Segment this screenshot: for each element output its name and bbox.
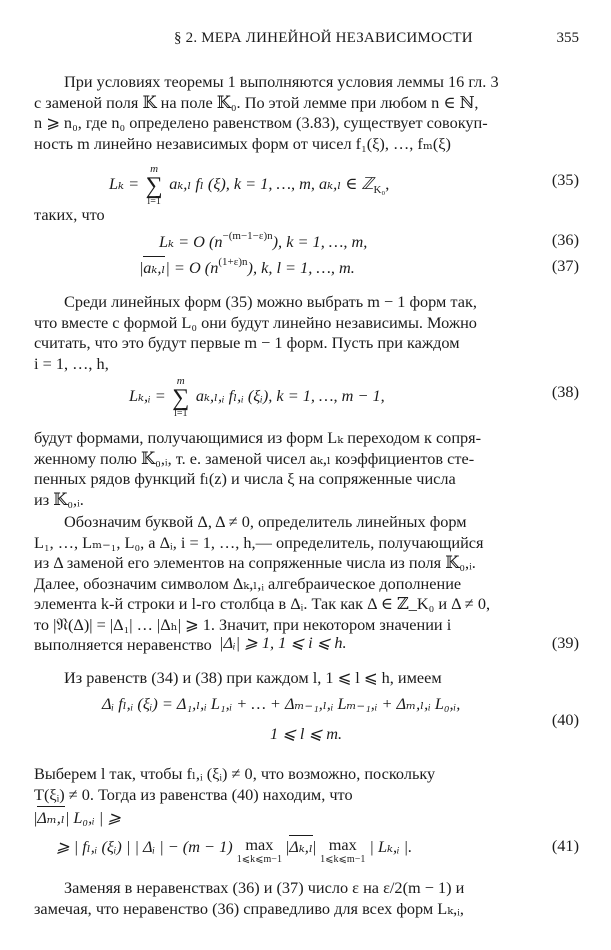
equation-number: (36) xyxy=(551,230,579,249)
text-line: Заменяя в неравенствах (36) и (37) число ε на ε/2(m − 1) и xyxy=(64,878,465,897)
section-title: § 2. МЕРА ЛИНЕЙНОЙ НЕЗАВИСИМОСТИ xyxy=(174,30,473,46)
equation-number: (41) xyxy=(551,836,579,855)
text-line: из Δ заменой его элементов на сопряженные числа из поля 𝕂₀,ᵢ. xyxy=(34,553,476,572)
sum-symbol: m ∑ l=1 xyxy=(145,163,163,207)
text-line: замечая, что неравенство (36) справедливо для всех форм Lₖ,ᵢ, xyxy=(34,898,464,918)
text-line: L₁, …, Lₘ₋₁, L₀, а Δᵢ, i = 1, …, h,— определитель, получающийся xyxy=(34,532,484,552)
text-line: T(ξᵢ) ≠ 0. Тогда из равенства (40) находим, что xyxy=(34,784,353,804)
eq-rhs: aₖ,ₗ fₗ (ξ), k = 1, …, m, aₖ,ₗ ∈ ℤ xyxy=(169,174,374,194)
text-line: с заменой поля 𝕂 на поле 𝕂₀. По этой лемме при любом n ∈ ℕ, xyxy=(34,92,479,112)
text-line: что вместе с формой L₀ они будут линейно независимы. Можно xyxy=(34,312,477,332)
paragraph-2 xyxy=(34,292,579,374)
text-line: элемента k-й строки и l-го столбца в Δᵢ. Так как Δ ∈ ℤ_K₀ и Δ ≠ 0, xyxy=(34,594,491,613)
paragraph-6 xyxy=(34,764,579,805)
text-line: Из равенств (34) и (38) при каждом l, 1 ⩽ l ⩽ h, имеем xyxy=(64,668,442,687)
equation-35: Lₖ = m ∑ l=1 aₖ,ₗ fₗ (ξ), k = 1, …, m, aₖ,ₗ ∈ ℤ$_{K_0}$, (35) xyxy=(109,163,579,207)
text-line: i = 1, …, h, xyxy=(34,353,109,373)
paragraph-7 xyxy=(34,878,579,919)
conjugate-overline: Δₘ,ₗ xyxy=(37,808,65,827)
text-line: Среди линейных форм (35) можно выбрать m − 1 форм так, xyxy=(64,292,477,311)
text-line: ность m линейно независимых форм от чисел f₁(ξ), …, fₘ(ξ) xyxy=(34,133,451,153)
text-line: При условиях теоремы 1 выполняются условия леммы 16 гл. 3 xyxy=(64,72,499,91)
text-line: Обозначим буквой Δ, Δ ≠ 0, определитель линейных форм xyxy=(64,512,467,531)
equation-40: Δᵢ fₗ,ᵢ (ξᵢ) = Δ₁,ₗ,ᵢ L₁,ᵢ + … + Δₘ₋₁,ₗ,ᵢ Lₘ₋₁,ᵢ + Δₘ,ₗ,ᵢ L₀,ᵢ, 1 ⩽ l ⩽ m. (40) xyxy=(102,694,579,743)
conjugate-overline: Δₖ,ₗ xyxy=(289,837,313,856)
paragraph-3 xyxy=(34,428,579,510)
eq-lhs: Lₖ = xyxy=(109,174,140,194)
equation-41-line-a: |Δₘ,ₗ| L₀,ᵢ | ⩾ xyxy=(34,808,121,827)
text-line: таких, что xyxy=(34,205,105,224)
equation-number: (40) xyxy=(551,710,579,729)
equation-41-line-b: ⩾ | fₗ,ᵢ (ξᵢ) | | Δᵢ | − (m − 1) max 1⩽k⩽m−1 |Δₖ,ₗ| max 1⩽k⩽m−1 | Lₖ,ᵢ |. (41) xyxy=(56,835,579,865)
text-line: n ⩾ n₀, где n₀ определено равенством (3.83), существует совокуп- xyxy=(34,113,488,132)
equation-38: Lₖ,ᵢ = m ∑ l=1 aₖ,ₗ,ᵢ fₗ,ᵢ (ξᵢ), k = 1, …, m − 1, (38) xyxy=(129,375,579,419)
max-operator: max 1⩽k⩽m−1 xyxy=(320,835,366,865)
paragraph-1 xyxy=(34,72,579,154)
text-line: считать, что это будут первые m − 1 форм. Пусть при каждом xyxy=(34,333,460,352)
max-operator: max 1⩽k⩽m−1 xyxy=(236,835,282,865)
conjugate-overline: aₖ,ₗ xyxy=(143,258,166,277)
text-line: будут формами, получающимися из форм Lₖ переходом к сопря- xyxy=(34,428,482,447)
text-line: то |𝔑(Δ)| = |Δ₁| … |Δₕ| ⩾ 1. Значит, при некотором значении i xyxy=(34,614,452,634)
equation-39: |Δᵢ| ⩾ 1, 1 ⩽ i ⩽ h. (39) xyxy=(219,633,579,652)
page-number: 355 xyxy=(556,30,579,46)
paragraph-5 xyxy=(34,668,579,689)
paragraph-tak xyxy=(34,205,579,226)
equation-number: (38) xyxy=(551,382,579,401)
text-line: женному полю 𝕂₀,ᵢ, т. е. заменой чисел aₖ,ₗ коэффициентов сте- xyxy=(34,448,475,468)
text-line: из 𝕂₀,ᵢ. xyxy=(34,489,84,509)
equation-number: (37) xyxy=(551,256,579,275)
running-header xyxy=(34,30,579,52)
text-line: пенных рядов функций fₗ(z) и числа ξ на сопряженные числа xyxy=(34,469,456,488)
text-line: Далее, обозначим символом Δₖ,ₗ,ᵢ алгебраическое дополнение xyxy=(34,573,462,593)
equation-37: |aₖ,ₗ| = O $(n^{(1+\varepsilon)n})$, k, l = 1, …, m. (37) xyxy=(140,256,579,277)
text-line: Выберем l так, чтобы fₗ,ᵢ (ξᵢ) ≠ 0, что возможно, поскольку xyxy=(34,764,436,783)
equation-number: (35) xyxy=(551,170,579,189)
equation-36: Lₖ = O $(n^{-(m-1-\varepsilon)n})$, k = 1, …, m, (36) xyxy=(159,230,579,251)
equation-number: (39) xyxy=(551,633,579,652)
sum-symbol: m ∑ l=1 xyxy=(172,375,190,419)
text-line: выполняется неравенство xyxy=(34,635,212,654)
